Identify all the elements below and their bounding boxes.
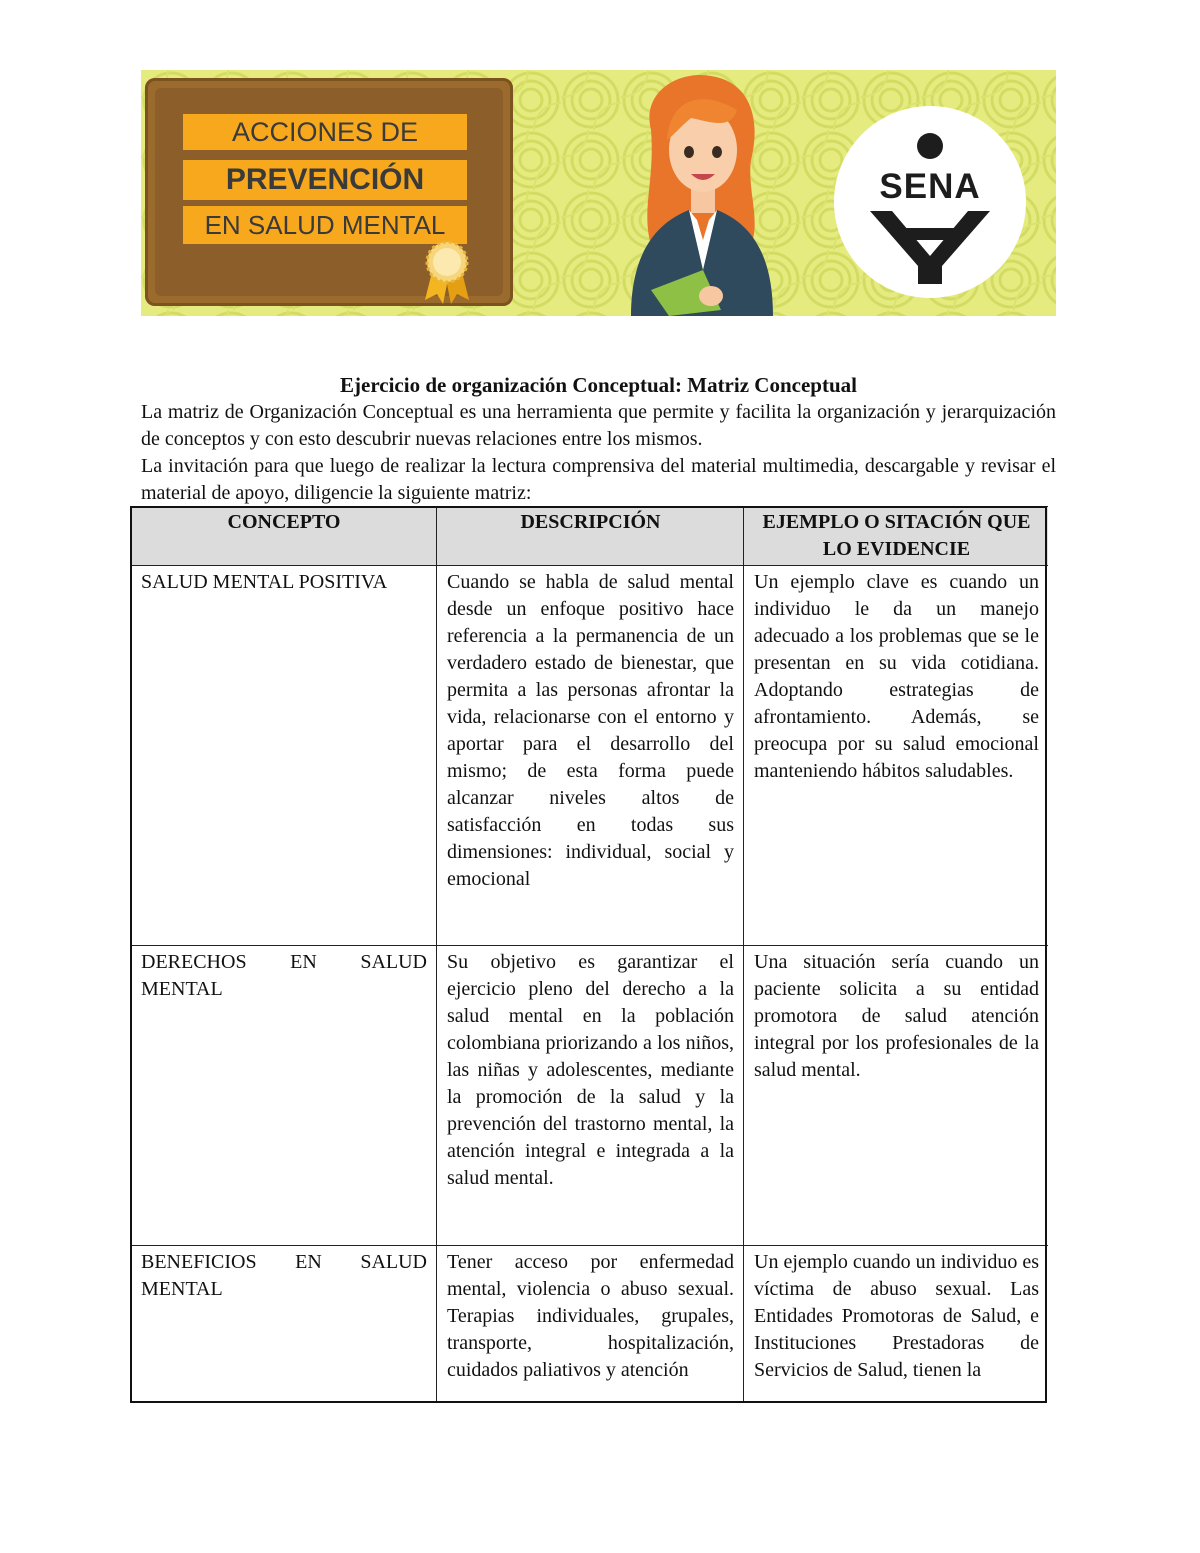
cell-descripcion: Cuando se habla de salud mental desde un enfoque positivo hace referencia a la permanencia de un verdadero estado de bienestar, que permita a las personas afrontar la vida, relacionarse con el entorno y aportar para el desarrollo del mismo; de esta forma puede alcanzar niveles altos de satisfacción en todas sus dimensiones: individual, social y emocional [437,566,744,946]
header-concepto: CONCEPTO [131,507,437,566]
banner-line-1: ACCIONES DE [183,114,467,150]
header-descripcion: DESCRIPCIÓN [437,507,744,566]
medal-icon [417,238,477,304]
table-row [131,566,1049,946]
conceptual-matrix-table [130,506,1048,1403]
cell-concepto: DERECHOS EN SALUD MENTAL [131,946,437,1246]
woman-illustration [611,70,791,316]
banner-line-2: PREVENCIÓN [183,160,467,200]
header-banner [141,70,1056,316]
banner-line-3: EN SALUD MENTAL [183,206,467,244]
cell-descripcion: Su objetivo es garantizar el ejercicio pleno del derecho a la salud mental en la población colombiana priorizando a los niños, las niñas y adolescentes, mediante la promoción de la salud y la prevención del trastorno mental, la atención integral e integrada a la salud mental. [437,946,744,1246]
intro-paragraph: La matriz de Organización Conceptual es una herramienta que permite y facilita la organización y jerarquización de conceptos y con esto descubrir nuevas relaciones entre los mismos. [141,401,1056,450]
table-row [131,1246,1049,1404]
header-ejemplo: EJEMPLO O SITACIÓN QUE LO EVIDENCIE [744,507,1049,566]
instruction-paragraph: La invitación para que luego de realizar la lectura comprensiva del material multimedia, descargable y revisar el material de apoyo, diligencie la siguiente matriz: [141,455,1056,504]
cell-ejemplo: Una situación sería cuando un paciente solicita a su entidad promotora de salud atención integral por los profesionales de la salud mental. [744,946,1049,1246]
document-title: Ejercicio de organización Conceptual: Matriz Conceptual [340,373,857,397]
title-board [145,78,513,306]
table-header-row [131,507,1049,566]
cell-ejemplo: Un ejemplo cuando un individuo es víctima de abuso sexual. Las Entidades Promotoras de Salud, e Instituciones Prestadoras de Servicios de Salud, tienen la [744,1246,1049,1404]
cell-ejemplo: Un ejemplo clave es cuando un individuo le da un manejo adecuado a los problemas que se le presentan en su vida cotidiana. Adoptando estrategias de afrontamiento. Además, se preocupa por su salud emocional manteniendo hábitos saludables. [744,566,1049,946]
sena-logo-text: SENA [879,167,981,206]
cell-descripcion: Tener acceso por enfermedad mental, violencia o abuso sexual. Terapias individuales, grupales, transporte, hospitalización, cuidados paliativos y atención [437,1246,744,1404]
cell-concepto: BENEFICIOS EN SALUD MENTAL [131,1246,437,1404]
sena-logo-circle [834,106,1026,298]
table-row [131,946,1049,1246]
cell-concepto: SALUD MENTAL POSITIVA [131,566,437,946]
matrix-table-clip [130,506,1048,1403]
